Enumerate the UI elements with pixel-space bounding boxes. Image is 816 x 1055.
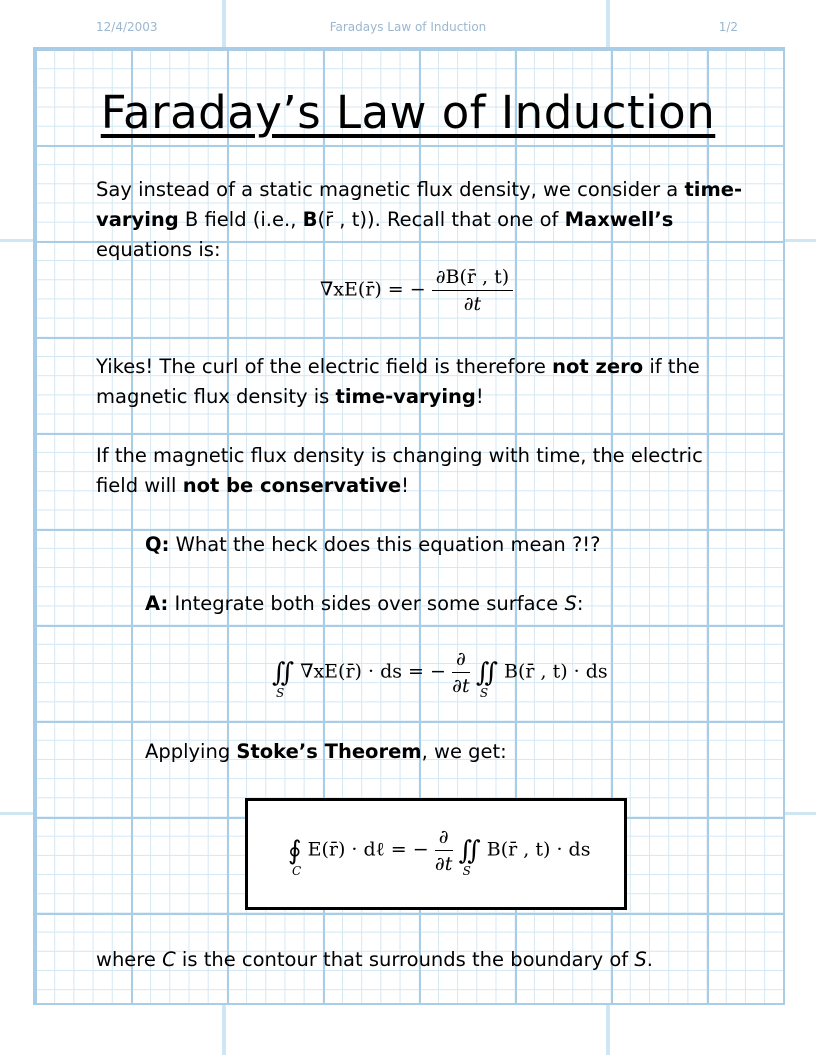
header-title: Faradays Law of Induction — [329, 20, 487, 34]
answer: A: Integrate both sides over some surface S: — [145, 592, 584, 615]
paragraph-stokes: Applying Stoke’s Theorem, we get: — [145, 740, 507, 763]
page-title: Faraday’s Law of Induction — [100, 86, 716, 139]
question: Q: What the heck does this equation mean ?!? — [145, 533, 601, 556]
paragraph-contour: where C is the contour that surrounds the boundary of S. — [96, 948, 653, 971]
header-page-number: 1/2 — [718, 20, 738, 34]
paragraph-intro: Say instead of a static magnetic flux density, we consider a time-varying B field (i.e., B(r̄ , t)). Recall that one of Maxwell’s equations is: — [96, 178, 743, 261]
paragraph-conservative: If the magnetic flux density is changing with time, the electric field will not be conservative! — [96, 444, 703, 497]
header-date: 12/4/2003 — [96, 20, 158, 34]
paragraph-curl: Yikes! The curl of the electric field is therefore not zero if the magnetic flux density is time-varying! — [96, 355, 700, 408]
surface-integral-equation: ∬ S ∇xE(r̄) · ds = − $\frac{\partial}{\partial t}$ ∬ S B(r̄ , t) · ds — [272, 648, 608, 700]
faraday-law-equation: ∮ C E(r̄) · dℓ = − $\frac{\partial}{\partial t}$ ∬ S B(r̄ , t) · ds — [288, 826, 591, 878]
maxwell-equation: ∇xE(r̄) = − $\frac{\partial B(r̄ , t)}{\partial t}$ — [320, 266, 513, 315]
